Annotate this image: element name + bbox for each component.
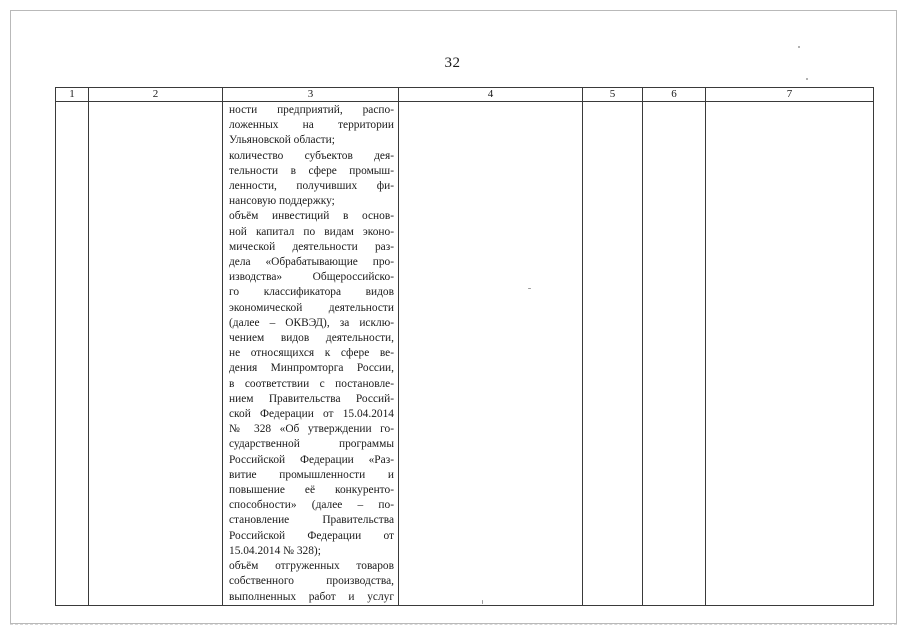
document-table: [55, 87, 874, 606]
indicator-text-line: способности» (далее – по-: [229, 499, 394, 512]
column-header-2: 2: [89, 88, 223, 102]
indicator-text-line: дела «Обрабатывающие про-: [229, 256, 394, 269]
column-header-5: 5: [583, 88, 643, 102]
scan-speck: [798, 46, 800, 48]
cell-col-6: [643, 102, 706, 606]
indicator-text-line: № 328 «Об утверждении го-: [229, 423, 394, 436]
indicator-text-line: ности предприятий, распо-: [229, 104, 394, 116]
indicator-text-line: Ульяновской области;: [229, 134, 335, 147]
scan-speck: [528, 288, 531, 289]
indicator-text-line: ской Федерации от 15.04.2014: [229, 408, 394, 421]
cell-col-4: [399, 102, 583, 606]
indicator-text-line: изводства» Общероссийско-: [229, 271, 394, 284]
indicator-text-line: (далее – ОКВЭД), за исклю-: [229, 316, 394, 329]
indicator-text-line: го классификатора видов: [229, 286, 394, 299]
indicator-text-line: Российской Федерации от: [229, 529, 394, 542]
indicator-text-line: дения Минпромторга России,: [229, 362, 394, 375]
indicator-text-line: 15.04.2014 № 328);: [229, 544, 321, 557]
indicator-text-line: не относящихся к сфере ве-: [229, 347, 394, 360]
indicator-text-line: ной капитал по видам эконо-: [229, 225, 394, 238]
indicator-text-line: ложенных на территории: [229, 119, 394, 132]
indicator-text-line: объём отгруженных товаров: [229, 560, 394, 573]
cell-col-1: [56, 102, 89, 606]
table-row: [56, 102, 874, 606]
indicator-text-line: повышение её конкуренто-: [229, 484, 394, 497]
indicator-text-line: ленности, получивших фи-: [229, 180, 394, 193]
scan-speck: [482, 600, 483, 604]
table-header-row: [56, 88, 874, 102]
indicator-text-line: экономической деятельности: [229, 301, 394, 314]
cell-col-3-indicators-text: [223, 102, 399, 606]
indicator-text-line: Российской Федерации «Раз-: [229, 453, 394, 466]
column-header-1: 1: [56, 88, 89, 102]
document-table-container: [55, 87, 873, 603]
column-header-3: 3: [223, 88, 399, 102]
indicator-text-line: мической деятельности раз-: [229, 240, 394, 253]
indicator-text-line: нием Правительства Россий-: [229, 392, 394, 405]
scan-bottom-noise: [10, 624, 897, 633]
indicator-text-line: чением видов деятельности,: [229, 332, 394, 345]
cell-col-5: [583, 102, 643, 606]
column-header-4: 4: [399, 88, 583, 102]
indicator-text-line: в соответствии с постановле-: [229, 377, 394, 390]
indicators-text-block: [229, 103, 394, 605]
indicator-text-line: выполненных работ и услуг: [229, 590, 394, 603]
indicator-text-line: тельности в сфере промыш-: [229, 164, 394, 177]
indicator-text-line: собственного производства,: [229, 575, 394, 588]
scan-speck: [806, 78, 808, 80]
page-number: 32: [444, 55, 461, 71]
cell-col-7: [706, 102, 874, 606]
indicator-text-line: витие промышленности и: [229, 468, 394, 481]
indicator-text-line: становление Правительства: [229, 514, 394, 527]
indicator-text-line: нансовую поддержку;: [229, 195, 335, 208]
indicator-text-line: количество субъектов дея-: [229, 149, 394, 162]
column-header-6: 6: [643, 88, 706, 102]
indicator-text-line: объём инвестиций в основ-: [229, 210, 394, 223]
indicator-text-line: сударственной программы: [229, 438, 394, 451]
column-header-7: 7: [706, 88, 874, 102]
cell-col-2: [89, 102, 223, 606]
